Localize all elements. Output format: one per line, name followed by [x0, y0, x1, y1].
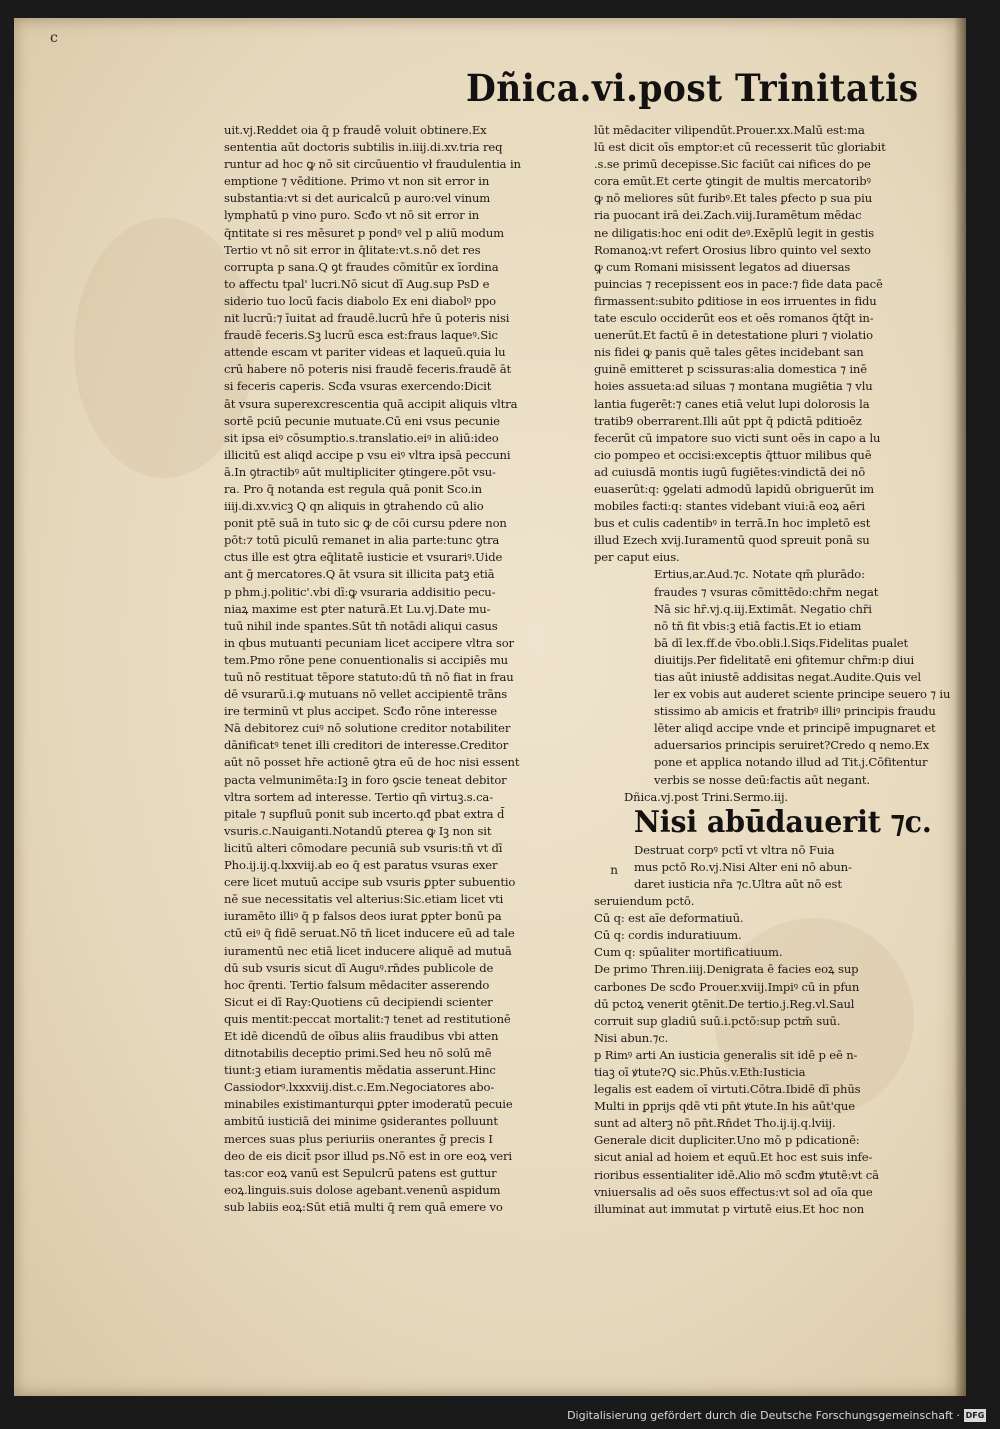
incipit-lines: [634, 842, 950, 893]
text-line: vniuersalis ad oēs suos effectus:vt sol ad oīa que: [594, 1184, 873, 1199]
text-line: substantia:vt si det auricalcū p auro:vel vinum: [224, 191, 491, 206]
text-line: sicut anial ad hoiem et equū.Et hoc est suis infe-: [594, 1150, 873, 1165]
text-line: eoꝝ.linguis.suis dolose agebant.venenū aspidum: [224, 1182, 501, 1197]
text-line: siderio tuo locū facis diabolo Ex eni diabolꝰ ppo: [224, 293, 496, 308]
left-column: [224, 122, 576, 1216]
right-column: [594, 122, 950, 1218]
text-line: nit lucrū:⁊ īuitat ad fraudē.lucrū hr̄e ū poteris nisi: [224, 311, 510, 326]
text-line: cora emūt.Et certe ꝯtingit de multis mercatoribꝰ: [594, 174, 871, 189]
text-line: Nā sic hr̄.vj.q.iij.Extimāt. Negatio chr̄i: [654, 601, 872, 616]
text-line: pone et applica notando illud ad Tit.j.Cōfitentur: [654, 755, 928, 770]
text-line: guinē emitteret p scissuras:alia domestica ⁊ inē: [594, 362, 867, 377]
text-line: diuitijs.Per fidelitatē eni ꝯfitemur chr̄m:p diui: [654, 652, 915, 667]
text-line: Destruat corpꝰ pctī vt vltra nō Fuia: [634, 842, 835, 857]
text-line: p phm.j.politic'.vbi dī:ꝙ vsuraria addisitio pecu-: [224, 584, 496, 599]
text-line: deo de eis dicit̄ psor illud ps.Nō est in ore eoꝝ veri: [224, 1148, 512, 1163]
text-line: licitū alteri cōmodare pecuniā sub vsuris:tn̄ vt dī: [224, 840, 503, 855]
incipit-heading: Nisi abūdauerit ⁊c.: [633, 804, 932, 840]
text-line: illud Ezech xvij.Iuramentū quod spreuit ponā su: [594, 533, 870, 548]
text-line: nō tn̄ fit vbis:ꝫ etiā factis.Et io etiam: [654, 618, 862, 633]
text-line: fecerūt cū impatore suo victi sunt oēs in capo a lu: [594, 430, 881, 445]
incipit-block: [594, 842, 950, 893]
text-line: dānificatꝰ tenet illi creditori de interesse.Creditor: [224, 738, 509, 753]
text-line: uit.vj.Reddet oia q̄ p fraudē voluit obtinere.Ex: [224, 123, 487, 137]
text-line: corrupta p sana.Q ꝯt fraudes cōmitūr ex īordina: [224, 259, 499, 274]
text-line: firmassent:subito ꝑditiose in eos irruentes in fidu: [594, 293, 877, 308]
text-line: ire terminū vt plus accipet. Scđo rōne interesse: [224, 704, 497, 719]
text-line: pitale ⁊ supfluū ponit sub incerto.qđ pbat extra d̄: [224, 806, 505, 821]
right-column-top: [594, 122, 950, 566]
text-line: nis fidei ꝙ panis quē tales gētes incidebant san: [594, 345, 864, 360]
text-line: tas:cor eoꝝ vanū est Sepulcrū patens est guttur: [224, 1165, 497, 1180]
text-line: sortē pciū pecunie mutuate.Cū eni vsus pecunie: [224, 413, 500, 428]
text-line: lūt mēdaciter vilipendūt.Prouer.xx.Malū est:ma: [594, 123, 865, 137]
text-line: Multi in ꝑprijs qdē vti pn̄t ꝟtute.In his aūt'que: [594, 1099, 855, 1114]
text-line: lantia fugerēt:⁊ canes etiā velut lupi dolorosis la: [594, 396, 870, 411]
text-line: ne diligatis:hoc eni odit deꝰ.Exēplū legit in gestis: [594, 225, 875, 240]
text-line: minabiles existimanturqui ꝑpter imoderatū pecuie: [224, 1097, 513, 1112]
text-line: cio pompeo et occisi:exceptis q̄ttuor milibus quē: [594, 447, 872, 462]
text-line: uenerūt.Et factū ē in detestatione pluri ⁊ violatio: [594, 328, 873, 343]
text-line: Romanoꝝ:vt refert Orosius libro quinto vel sexto: [594, 242, 871, 257]
text-line: tuū nihil inde spantes.Sūt tn̄ notādi aliqui casus: [224, 618, 498, 633]
text-line: runtur ad hoc ꝙ nō sit circūuentio vł fraudulentia in: [224, 157, 521, 172]
text-line: per caput eius.: [594, 550, 680, 565]
text-line: to affectu tpal' lucri.Nō sicut dī Aug.sup PsD e: [224, 276, 490, 291]
text-line: carbones De scđo Prouer.xviij.Impiꝰ cū in pfun: [594, 979, 860, 994]
text-line: dē vsurarū.i.ꝙ mutuans nō vellet accipientē trāns: [224, 687, 508, 702]
text-line: tiunt:ꝫ etiam iuramentis mēdatia asserunt.Hinc: [224, 1063, 496, 1078]
text-line: sit ipsa eiꝰ cōsumptio.s.translatio.eiꝰ in aliū:ideo: [224, 430, 499, 445]
text-line: q̄ntitate si res mēsuret p pondꝰ vel p aliū modum: [224, 225, 504, 240]
text-line: ā.In ꝯtractibꝰ aūt multipliciter ꝯtingere.pōt vsu-: [224, 464, 496, 479]
text-line: in qbus mutuanti pecuniam licet accipere vltra sor: [224, 635, 514, 650]
text-line: tias aūt iniustē addisitas negat.Audite.Quis vel: [654, 670, 921, 684]
text-line: nē sue necessitatis vel alterius:Sic.etiam licet vti: [224, 892, 504, 907]
text-line: dū pctoꝝ venerit ꝯtēnit.De tertio.j.Reg.vl.Saul: [594, 996, 855, 1011]
book-page: [14, 18, 966, 1396]
text-line: stissimo ab amicis et fratribꝰ illiꝰ principis fraudu: [654, 704, 936, 719]
text-line: pōt:⁊ totū piculū remanet in alia parte:tunc ꝯtra: [224, 533, 500, 548]
text-line: Cum q: spūaliter mortificatiuum.: [594, 945, 783, 960]
text-line: ler ex vobis aut auderet sciente principe seuero ⁊ iu: [653, 687, 951, 702]
text-line: merces suas plus periuriis onerantes ḡ precis I: [224, 1131, 493, 1146]
text-line: Cassiodorꝰ.lxxxviij.dist.c.Em.Negociatores abo-: [224, 1080, 495, 1095]
text-line: ad cuiusdā montis iugū fugiētes:vindictā dei nō: [594, 464, 866, 479]
text-line: p Rimꝰ arti An iusticia generalis sit idē p eē n-: [594, 1047, 858, 1062]
text-line: Et idē dicendū de oībus aliis fraudibus vbi atten: [224, 1028, 499, 1043]
text-line: ctū eiꝰ q̄ fidē seruat.Nō tn̄ licet inducere eū ad tale: [224, 926, 515, 941]
text-line: lymphatū p vino puro. Scđo vt nō sit error in: [224, 208, 480, 223]
text-line: Sicut ei dī Ray:Quotiens cū decipiendi scienter: [224, 994, 493, 1009]
text-line: Cū q: cordis induratiuum.: [594, 928, 742, 943]
text-line: ambitū iusticiā dei minime ꝯsiderantes polluunt: [224, 1114, 498, 1129]
text-line: iuramentū nec etiā licet inducere aliquē ad mutuā: [224, 943, 512, 958]
text-line: niaꝝ maxime est ꝑter naturā.Et Lu.vj.Date mu-: [224, 601, 491, 616]
text-line: illicitū est aliqd accipe p vsu eiꝰ vltra ipsā peccuni: [224, 447, 511, 462]
text-line: tratib9 oberrarent.Illi aūt ppt q̄ pdictā pditioēz: [594, 413, 862, 428]
text-line: sunt ad alterꝫ nō pn̄t.Rn̄det Tho.ij.ij.q.lviij.: [594, 1116, 836, 1131]
text-line: si feceris caperis. Scđa vsuras exercendo:Dicit: [224, 379, 492, 394]
text-line: lēter aliqd accipe vnde et principē impugnaret et: [654, 721, 936, 736]
text-line: tuū nō restituat tēpore statuto:dū tn̄ nō fiat in frau: [224, 670, 514, 684]
text-line: emptione ⁊ vēditione. Primo vt non sit error in: [224, 174, 490, 189]
text-line: fraudē feceris.Sꝫ lucrū esca est:fraus laqueꝰ.Sic: [224, 328, 498, 343]
text-line: mobiles facti:q: stantes videbant viui:ā eoꝝ aēri: [594, 499, 865, 514]
text-line: vltra sortem ad interesse. Tertio qn̄ virtuꝫ.s.ca-: [224, 789, 493, 804]
text-line: fraudes ⁊ vsuras cōmittēdo:chr̄m negat: [654, 584, 879, 599]
right-column-middle: [594, 566, 950, 788]
text-line: ra. Pro q̄ notanda est regula quā ponit Sco.in: [224, 481, 482, 496]
text-line: crū habere nō poteris nisi fraudē feceris.fraudē āt: [224, 362, 512, 377]
text-line: tiaꝫ oī ꝟtute?Q sic.Phūs.v.Eth:Iusticia: [594, 1064, 806, 1079]
text-line: ꝙ nō meliores sūt furibꝰ.Et tales ꝑfecto p sua piu: [594, 191, 873, 206]
text-line: ria puocant irā dei.Zach.viij.Iuramētum mēdac: [594, 208, 862, 223]
text-line: iiij.di.xv.vicꝫ Q qn aliquis in ꝯtrahendo cū alio: [224, 499, 484, 514]
corner-mark: c: [50, 30, 58, 46]
initial-capital-guide: n: [610, 862, 618, 877]
text-line: sententia aūt doctoris subtilis in.iiij.di.xv.tria req: [224, 140, 503, 155]
text-line: Nisi abun.⁊c.: [594, 1030, 669, 1045]
text-line: aduersarios principis seruiret?Credo q nemo.Ex: [654, 738, 930, 753]
text-line: aūt nō posset hr̄e actionē ꝯtra eū de hoc nisi essent: [224, 755, 520, 770]
text-line: ꝙ cum Romani misissent legatos ad diuersas: [594, 259, 851, 274]
sermon-heading: Dñica.vj.post Trini.Sermo.iij.: [624, 789, 788, 804]
running-head: Dñica.vi.post Trinitatis: [466, 66, 919, 110]
page-gutter: [954, 18, 966, 1396]
text-line: verbis se nosse deū:factis aūt negant.: [654, 772, 870, 787]
text-line: attende escam vt pariter videas et laqueū.quia lu: [224, 345, 506, 360]
text-line: Pho.ij.ij.q.lxxviij.ab eo q̄ est paratus vsuras exer: [224, 858, 498, 873]
text-line: puincias ⁊ recepissent eos in pace:⁊ fide data pacē: [594, 276, 883, 291]
text-line: hoc q̄renti. Tertio falsum mēdaciter asserendo: [224, 977, 490, 992]
text-line: lū est dicit oīs emptor:et cū recesserit tūc gloriabit: [594, 140, 886, 155]
text-line: Generale dicit dupliciter.Uno mō p pdicationē:: [594, 1133, 860, 1148]
text-line: ponit ptē suā in tuto sic ꝙ de cōi cursu pdere non: [224, 516, 507, 531]
text-line: bus et culis cadentibꝰ in terrā.In hoc impletō est: [594, 516, 871, 531]
text-line: dū sub vsuris sicut dī Auguꝰ.rn̄des publicole de: [224, 960, 494, 975]
text-line: rioribus essentialiter idē.Alio mō scđm ꝟtutē:vt cā: [594, 1167, 879, 1182]
text-line: ctus ille est ꝯtra eq̄litatē iusticie et vsurariꝰ.Uide: [224, 550, 503, 565]
text-line: hoies assueta:ad siluas ⁊ montana mugiētia ⁊ vlu: [594, 379, 873, 394]
text-line: Ertius,ar.Aud.⁊c. Notate qm̄ plurādo:: [654, 567, 865, 582]
text-line: daret iusticia nr̄a ⁊c.Ultra aūt nō est: [634, 876, 842, 891]
text-line: illuminat aut immutat p virtutē eius.Et hoc non: [594, 1201, 865, 1216]
text-line: quis mentit:peccat mortalit:⁊ tenet ad restitutionē: [224, 1011, 511, 1026]
text-line: tate esculo occiderūt eos et oēs romanos q̄tq̄t in-: [594, 311, 874, 326]
text-line: ditnotabilis deceptio primi.Sed heu nō solū mē: [224, 1046, 492, 1061]
text-line: cere licet mutuū accipe sub vsuris ꝑpter subuentio: [224, 875, 516, 890]
text-line: Tertio vt nō sit error in q̄litate:vt.s.nō det res: [224, 242, 481, 257]
text-line: mus pctō Ro.vj.Nisi Alter eni nō abun-: [634, 859, 852, 874]
footer-credit: Digitalisierung gefördert durch die Deutsche Forschungsgemeinschaft ·: [567, 1409, 960, 1422]
text-line: pacta velmunimēta:Iꝫ in foro ꝯscie teneat debitor: [224, 772, 507, 787]
text-line: .s.se primū decepisse.Sic faciūt cai nifices do pe: [594, 157, 871, 172]
text-line: ant ḡ mercatores.Q āt vsura sit illicita patꝫ etiā: [224, 567, 495, 582]
text-line: seruiendum pctō.: [594, 894, 695, 909]
text-line: vsuris.c.Nauiganti.Notandū ꝑterea ꝙ Iꝫ non sit: [224, 823, 492, 838]
text-line: iuramēto illiꝰ q̄ p falsos deos iurat ꝑpter bonū pa: [224, 909, 502, 924]
text-line: De primo Thren.iiij.Denigrata ē facies eoꝝ sup: [594, 962, 859, 977]
text-line: tem.Pmo rōne pene conuentionalis si accipiēs mu: [224, 652, 508, 667]
text-line: āt vsura superexcrescentia quā accipit aliquis vltra: [224, 396, 518, 411]
dfg-logo: DFG: [965, 1411, 985, 1420]
text-line: Nā debitorez cuiꝰ nō solutione creditor notabiliter: [224, 721, 511, 736]
text-line: corruit sup gladiū suū.i.pctō:sup pctm̄ suū.: [594, 1013, 841, 1028]
text-line: legalis est eadem oī virtuti.Cōtra.Ibidē dī phūs: [594, 1082, 861, 1097]
text-line: euaserūt:q: ꝯgelati admodū lapidū obriguerūt im: [594, 481, 875, 496]
text-line: bā dī lex.ff.de v̄bo.obli.l.Siqs.Fidelitas pualet: [654, 635, 908, 650]
text-line: sub labiis eoꝝ:Sūt etiā multi q̄ rem quā emere vo: [224, 1199, 503, 1214]
text-line: Cū q: est aīe deformatiuū.: [594, 911, 744, 926]
right-column-bottom: [594, 893, 950, 1218]
